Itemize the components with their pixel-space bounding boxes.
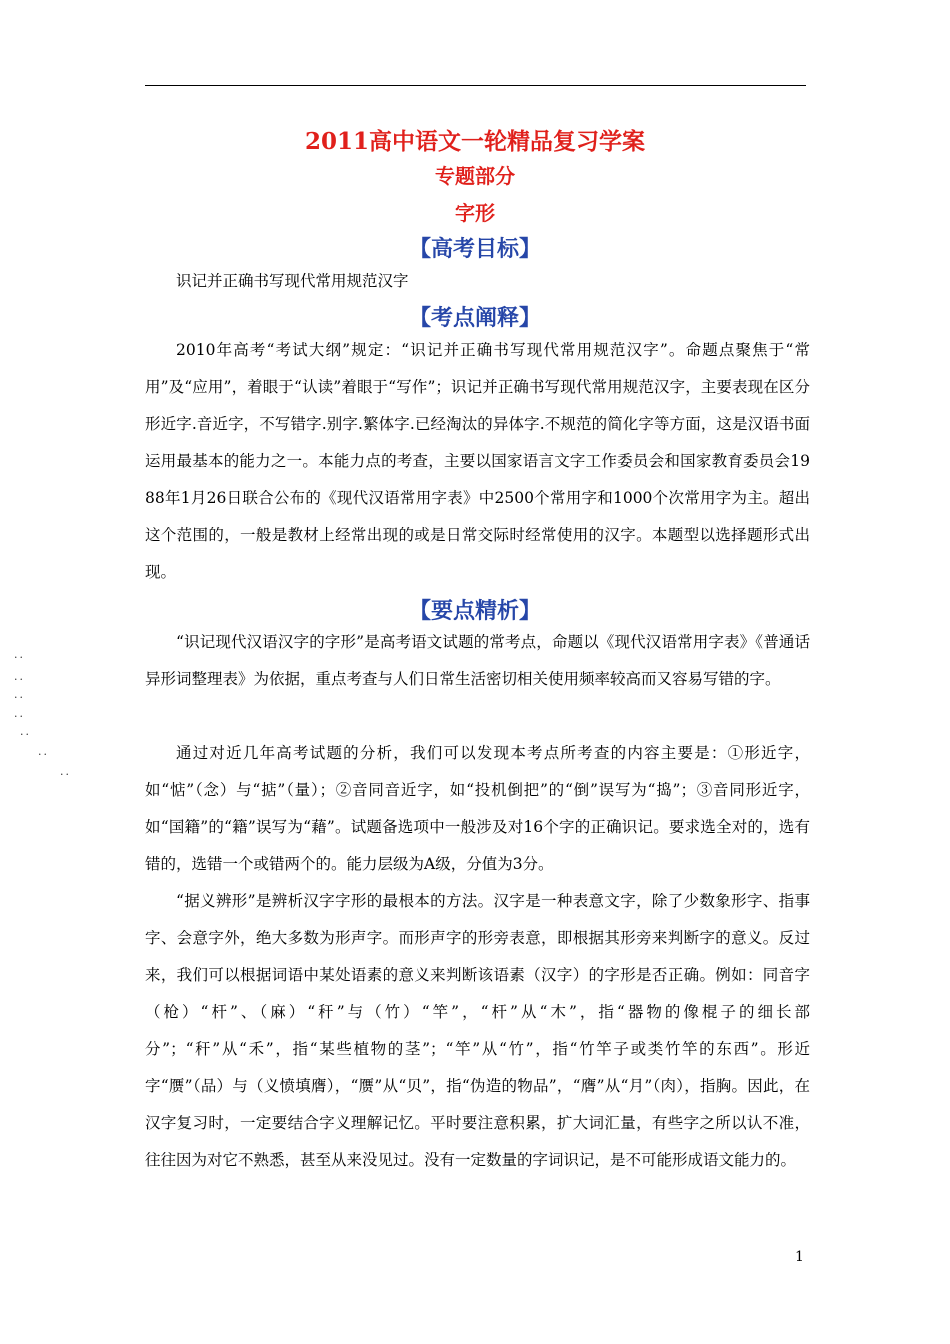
explain-heading: 【考点阐释】	[408, 305, 541, 331]
document-title: 2011高中语文一轮精品复习学案	[304, 128, 645, 155]
margin-dot-mark: ··	[20, 728, 31, 741]
analysis-paragraph-1: “识记现代汉语汉字的字形”是高考语文试题的常考点，命题以《现代汉语常用字表》《普通话异形词整理表》为依据，重点考查与人们日常生活密切相关使用频率较高而又容易写错的字。	[145, 633, 810, 688]
top-rule	[145, 85, 806, 86]
analysis-heading: 【要点精析】	[408, 598, 541, 624]
page-number: 1	[795, 1249, 804, 1265]
analysis-paragraph-3: “据义辨形”是辨析汉字字形的最根本的方法。汉字是一种表意文字，除了少数象形字、指事字、会意字外，绝大多数为形声字。而形声字的形旁表意，即根据其形旁来判断字的意义。反过来，我们可以根据词语中某处语素的意义来判断该语素（汉字）的字形是否正确。例如：同音字（枪）“杆”、（麻）“秆”与（竹）“竿”，“杆”从“木”，指“器物的像棍子的细长部分”；“秆”从“禾”，指“某些植物的茎”；“竿”从“竹”，指“竹竿子或类竹竿的东西”。形近字“赝”（品）与（义愤填膺），“赝”从“贝”，指“伪造的物品”，“膺”从“月”（肉），指胸。因此，在汉字复习时，一定要结合字义理解记忆。平时要注意积累，扩大词汇量，有些字之所以认不准，往往因为对它不熟悉，甚至从来没见过。没有一定数量的字词识记，是不可能形成语文能力的。	[145, 892, 810, 1169]
margin-dot-mark: ··	[60, 768, 71, 781]
analysis-paragraph-2: 通过对近几年高考试题的分析，我们可以发现本考点所考查的内容主要是：①形近字，如“惦”（念）与“掂”（量）；②音同音近字，如“投机倒把”的“倒”误写为“捣”；③音同形近字，如“国籍”的“籍”误写为“藉”。试题备选项中一般涉及对16个字的正确识记。要求选全对的，选有错的，选错一个或错两个的。能力层级为A级，分值为3分。	[145, 744, 810, 873]
document-subtitle-topic: 专题部分	[435, 164, 515, 188]
margin-dot-mark: ··	[14, 710, 25, 723]
document-subtitle-subject: 字形	[455, 201, 495, 225]
goal-text: 识记并正确书写现代常用规范汉字	[176, 272, 409, 290]
margin-dot-mark: ··	[38, 748, 49, 761]
margin-dot-mark: ··	[14, 691, 25, 704]
goal-heading: 【高考目标】	[408, 236, 541, 262]
margin-dot-mark: ··	[14, 673, 25, 686]
margin-dot-mark: ··	[14, 651, 25, 664]
explain-paragraph: 2010年高考“考试大纲”规定：“识记并正确书写现代常用规范汉字”。命题点聚焦于“常用”及“应用”，着眼于“认读”着眼于“写作”；识记并正确书写现代常用规范汉字，主要表现在区分形近字.音近字，不写错字.别字.繁体字.已经淘汰的异体字.不规范的简化字等方面，这是汉语书面运用最基本的能力之一。本能力点的考查，主要以国家语言文字工作委员会和国家教育委员会1988年1月26日联合公布的《现代汉语常用字表》中2500个常用字和1000个次常用字为主。超出这个范围的，一般是教材上经常出现的或是日常交际时经常使用的汉字。本题型以选择题形式出现。	[145, 341, 810, 581]
